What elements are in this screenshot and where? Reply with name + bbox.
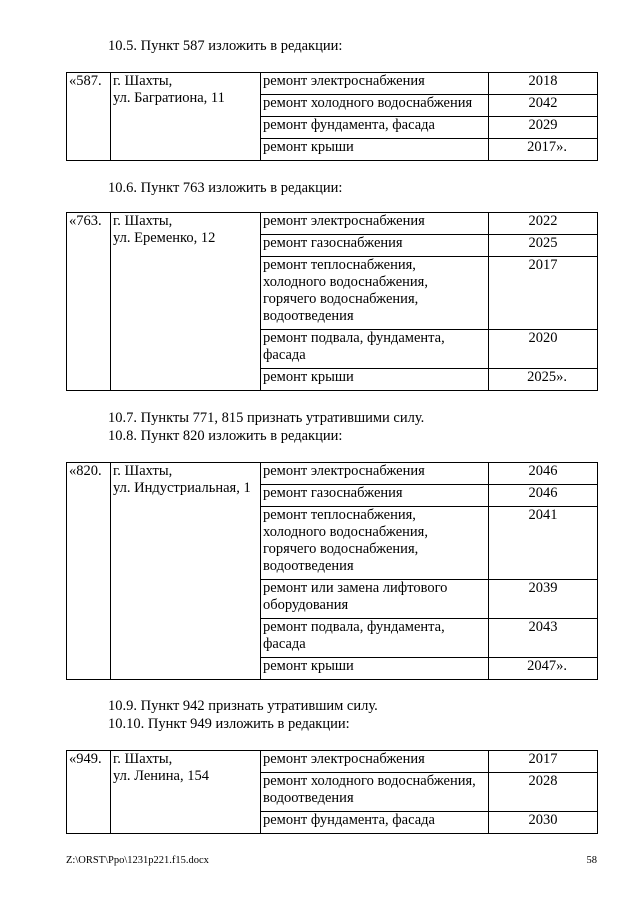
work-year: 2017 [489,257,598,330]
paragraph-10-6: 10.6. Пункт 763 изложить в редакции: [108,180,343,196]
work-year: 2028 [489,773,598,812]
work-type: ремонт подвала, фундамента, фасада [261,619,489,658]
paragraph-10-5: 10.5. Пункт 587 изложить в редакции: [108,38,343,54]
work-year: 2017». [489,139,598,161]
work-year: 2047». [489,658,598,680]
work-year: 2039 [489,580,598,619]
work-type: ремонт крыши [261,658,489,680]
work-type: ремонт подвала, фундамента, фасада [261,330,489,369]
address-cell [111,463,261,680]
file-path: Z:\ORST\Ppo\1231p221.f15.docx [66,855,209,866]
work-year: 2025 [489,235,598,257]
work-year: 2046 [489,463,598,485]
address-city: г. Шахты, [113,463,173,479]
address-street: ул. Багратиона, 11 [113,90,225,106]
work-year: 2020 [489,330,598,369]
work-type: ремонт теплоснабжения, холодного водоснабжения, горячего водоснабжения, водоотведения [261,257,489,330]
work-type: ремонт теплоснабжения, холодного водоснабжения, горячего водоснабжения, водоотведения [261,507,489,580]
address-street: ул. Еременко, 12 [113,230,216,246]
work-type: ремонт электроснабжения [261,73,489,95]
address-city: г. Шахты, [113,751,173,767]
address-street: ул. Индустриальная, 1 [113,480,251,496]
table-row [67,751,598,773]
work-type: ремонт холодного водоснабжения [261,95,489,117]
address-cell [111,751,261,834]
item-table-763 [66,212,598,391]
work-year: 2022 [489,213,598,235]
address-cell [111,73,261,161]
work-type: ремонт газоснабжения [261,485,489,507]
work-year: 2046 [489,485,598,507]
paragraph-10-9: 10.9. Пункт 942 признать утратившим силу. [108,698,378,714]
item-number: «587. [67,73,111,161]
item-table-820 [66,462,598,680]
address-cell [111,213,261,391]
work-type: ремонт холодного водоснабжения, водоотведения [261,773,489,812]
work-type: ремонт электроснабжения [261,463,489,485]
item-table-587 [66,72,598,161]
address-city: г. Шахты, [113,213,173,229]
table-row [67,213,598,235]
page-number: 58 [586,855,597,866]
paragraph-10-10: 10.10. Пункт 949 изложить в редакции: [108,716,350,732]
work-type: ремонт фундамента, фасада [261,812,489,834]
work-year: 2030 [489,812,598,834]
work-type: ремонт фундамента, фасада [261,117,489,139]
item-number: «763. [67,213,111,391]
table-row [67,73,598,95]
work-type: ремонт газоснабжения [261,235,489,257]
work-year: 2029 [489,117,598,139]
item-table-949 [66,750,598,834]
paragraph-10-8: 10.8. Пункт 820 изложить в редакции: [108,428,343,444]
paragraph-10-7: 10.7. Пункты 771, 815 признать утратившими силу. [108,410,425,426]
work-type: ремонт крыши [261,369,489,391]
address-city: г. Шахты, [113,73,173,89]
work-type: ремонт электроснабжения [261,213,489,235]
address-street: ул. Ленина, 154 [113,768,209,784]
work-year: 2018 [489,73,598,95]
work-year: 2042 [489,95,598,117]
work-type: ремонт электроснабжения [261,751,489,773]
work-year: 2025». [489,369,598,391]
work-type: ремонт или замена лифтового оборудования [261,580,489,619]
table-row [67,463,598,485]
work-type: ремонт крыши [261,139,489,161]
work-year: 2041 [489,507,598,580]
work-year: 2017 [489,751,598,773]
work-year: 2043 [489,619,598,658]
item-number: «949. [67,751,111,834]
item-number: «820. [67,463,111,680]
